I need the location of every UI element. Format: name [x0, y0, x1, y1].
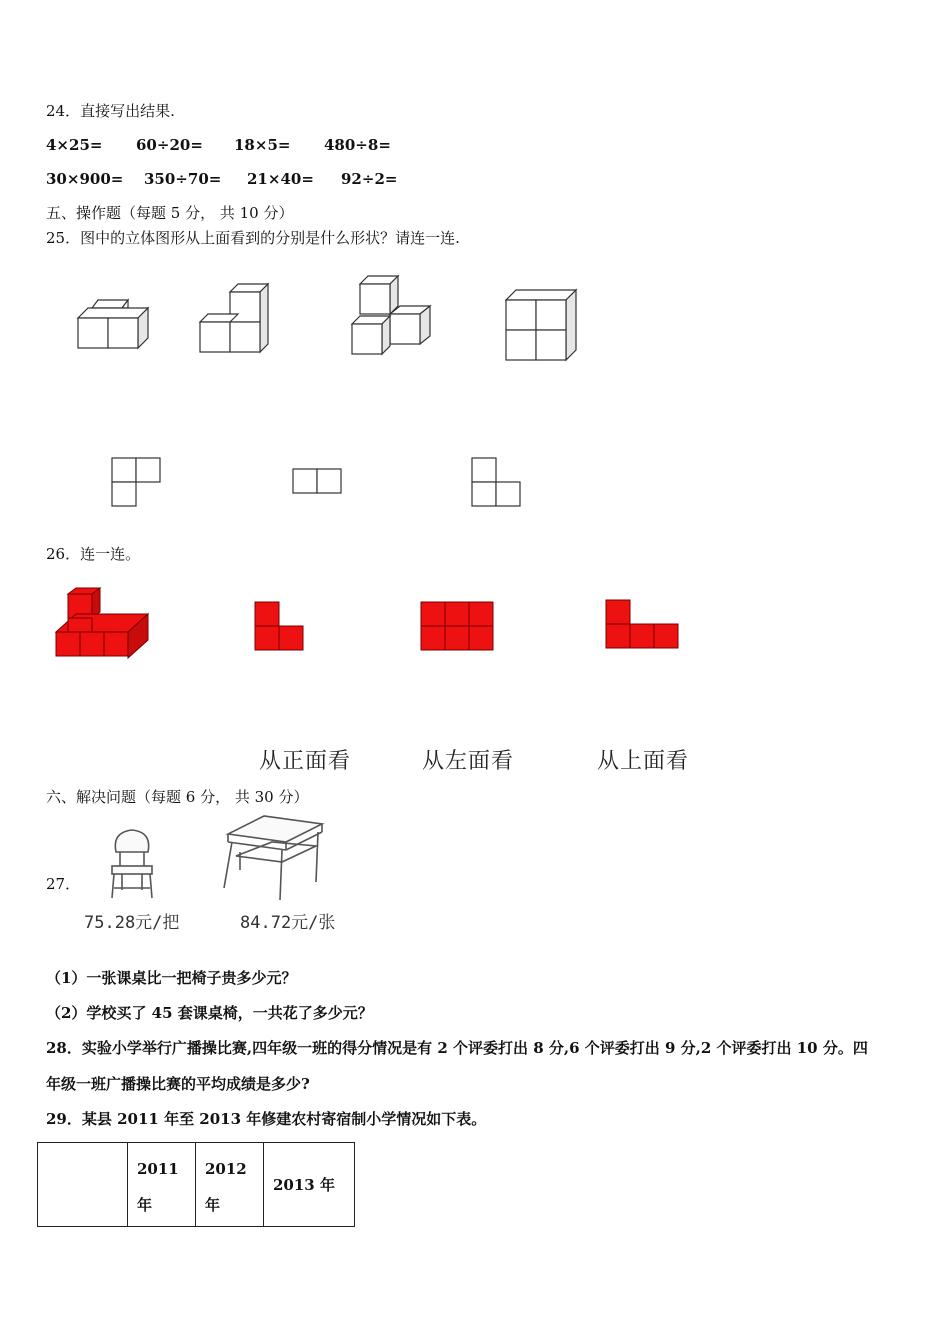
q26-title: 26．连一连。 — [46, 545, 141, 563]
table-header-cell: 2011 年 — [128, 1143, 196, 1227]
q29-title: 29．某县 2011 年至 2013 年修建农村寄宿制小学情况如下表。 — [46, 1110, 487, 1128]
q24-item: 350÷70= — [144, 170, 222, 188]
top-view-1 — [110, 456, 164, 508]
q24-item: 60÷20= — [136, 136, 203, 154]
caption-front-view: 从正面看 — [259, 749, 352, 774]
top-view-3 — [470, 456, 524, 508]
table-row — [38, 1143, 355, 1227]
solid-figure-4 — [500, 284, 590, 366]
red-view-2 — [419, 600, 495, 652]
q24-item: 21×40= — [247, 170, 314, 188]
q24-title: 24．直接写出结果. — [46, 102, 175, 120]
q24-item: 92÷2= — [341, 170, 398, 188]
q24-item: 30×900= — [46, 170, 124, 188]
table-header-cell: 2013 年 — [264, 1143, 355, 1227]
desk-price: 84.72元/张 — [240, 913, 336, 933]
q28-line1: 28．实验小学举行广播操比赛,四年级一班的得分情况是有 2 个评委打出 8 分,6 个评委打出 9 分,2 个评委打出 10 分。四 — [46, 1039, 868, 1057]
q27-sub1: （1）一张课桌比一把椅子贵多少元？ — [46, 969, 297, 987]
top-view-2 — [291, 467, 345, 495]
q24-item: 18×5= — [234, 136, 291, 154]
solid-figure-1 — [70, 290, 160, 355]
caption-top-view: 从上面看 — [597, 749, 690, 774]
red-view-1 — [253, 600, 307, 652]
q24-item: 480÷8= — [324, 136, 391, 154]
section5-title: 五、操作题（每题 5 分， 共 10 分） — [46, 204, 294, 222]
table-header-cell: 2012 年 — [196, 1143, 264, 1227]
table-header-cell — [38, 1143, 128, 1227]
solid-figure-2 — [192, 276, 282, 358]
q24-item: 4×25= — [46, 136, 103, 154]
section6-title: 六、解决问题（每题 6 分， 共 30 分） — [46, 788, 309, 806]
chair-icon — [104, 826, 160, 902]
red-solid-figure — [52, 586, 152, 660]
q27-label: 27． — [46, 875, 81, 893]
desk-icon — [220, 812, 330, 904]
chair-price: 75.28元/把 — [84, 913, 180, 933]
caption-left-view: 从左面看 — [422, 749, 515, 774]
q25-title: 25．图中的立体图形从上面看到的分别是什么形状？请连一连. — [46, 229, 460, 247]
solid-figure-3 — [344, 270, 439, 360]
q27-sub2: （2）学校买了 45 套课桌椅，一共花了多少元？ — [46, 1004, 373, 1022]
red-view-3 — [604, 598, 682, 650]
q28-line2: 年级一班广播操比赛的平均成绩是多少? — [46, 1075, 310, 1093]
data-table — [37, 1142, 355, 1227]
